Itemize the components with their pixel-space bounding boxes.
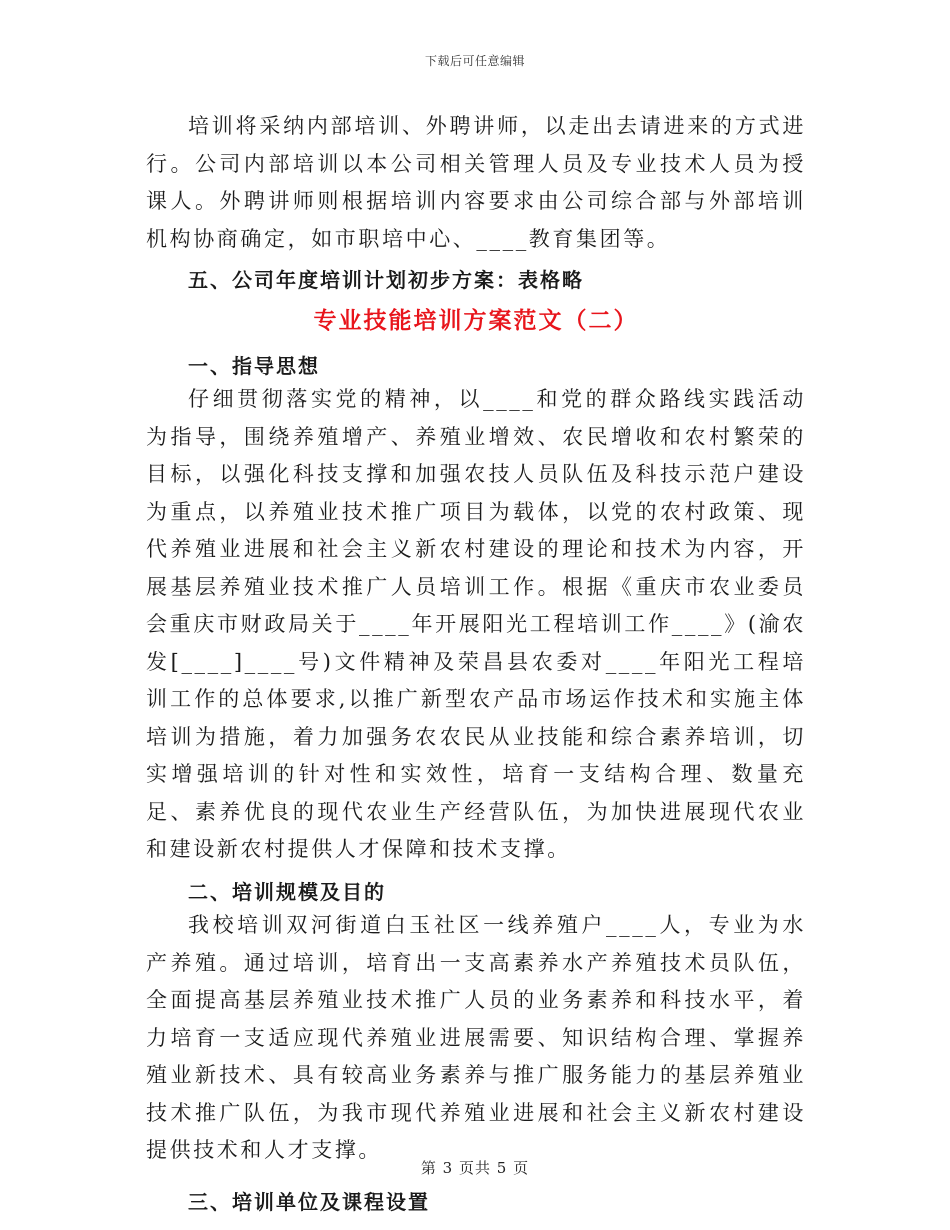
- section-heading-two: 二、培训规模及目的: [188, 879, 386, 904]
- document-title: 专业技能培训方案范文（二）: [313, 307, 639, 334]
- intro-paragraph: 培训将采纳内部培训、外聘讲师，以走出去请进来的方式进行。公司内部培训以本公司相关管理人员及专业技术人员为授课人。外聘讲师则根据培训内容要求由公司综合部与外部培训机构协商确定，如市职培中心、____教育集团等。: [146, 114, 806, 251]
- section-heading-one: 一、指导思想: [188, 353, 320, 378]
- guiding-ideology-paragraph: 仔细贯彻落实党的精神，以____和党的群众路线实践活动为指导，围绕养殖增产、养殖业增效、农民增收和农村繁荣的目标，以强化科技支撑和加强农技人员队伍及科技示范户建设为重点，以养殖业技术推广项目为载体，以党的农村政策、现代养殖业进展和社会主义新农村建设的理论和技术为内容，开展基层养殖业技术推广人员培训工作。根据《重庆市农业委员会重庆市财政局关于____年开展阳光工程培训工作____》(渝农发[____]____号)文件精神及荣昌县农委对____年阳光工程培训工作的总体要求,以推广新型农产品市场运作技术和实施主体培训为措施，着力加强务农农民从业技能和综合素养培训，切实增强培训的针对性和实效性，培育一支结构合理、数量充足、素养优良的现代农业生产经营队伍，为加快进展现代农业和建设新农村提供人才保障和技术支撑。: [146, 387, 806, 861]
- document-body: [146, 108, 806, 1217]
- page-footer: 第 3 页共 5 页: [420, 1159, 530, 1177]
- section-heading-three: 三、培训单位及课程设置: [188, 1189, 430, 1214]
- page-header: 下载后可任意编辑: [424, 54, 525, 68]
- section-heading-five: 五、公司年度培训计划初步方案：表格略: [188, 268, 584, 292]
- scale-purpose-paragraph: 我校培训双河街道白玉社区一线养殖户____人，专业为水产养殖。通过培训，培育出一支高素养水产养殖技术员队伍，全面提高基层养殖业技术推广人员的业务素养和科技水平，着力培育一支适应现代养殖业进展需要、知识结构合理、掌握养殖业新技术、具有较高业务素养与推广服务能力的基层养殖业技术推广队伍，为我市现代养殖业进展和社会主义新农村建设提供技术和人才支撑。: [146, 913, 806, 1162]
